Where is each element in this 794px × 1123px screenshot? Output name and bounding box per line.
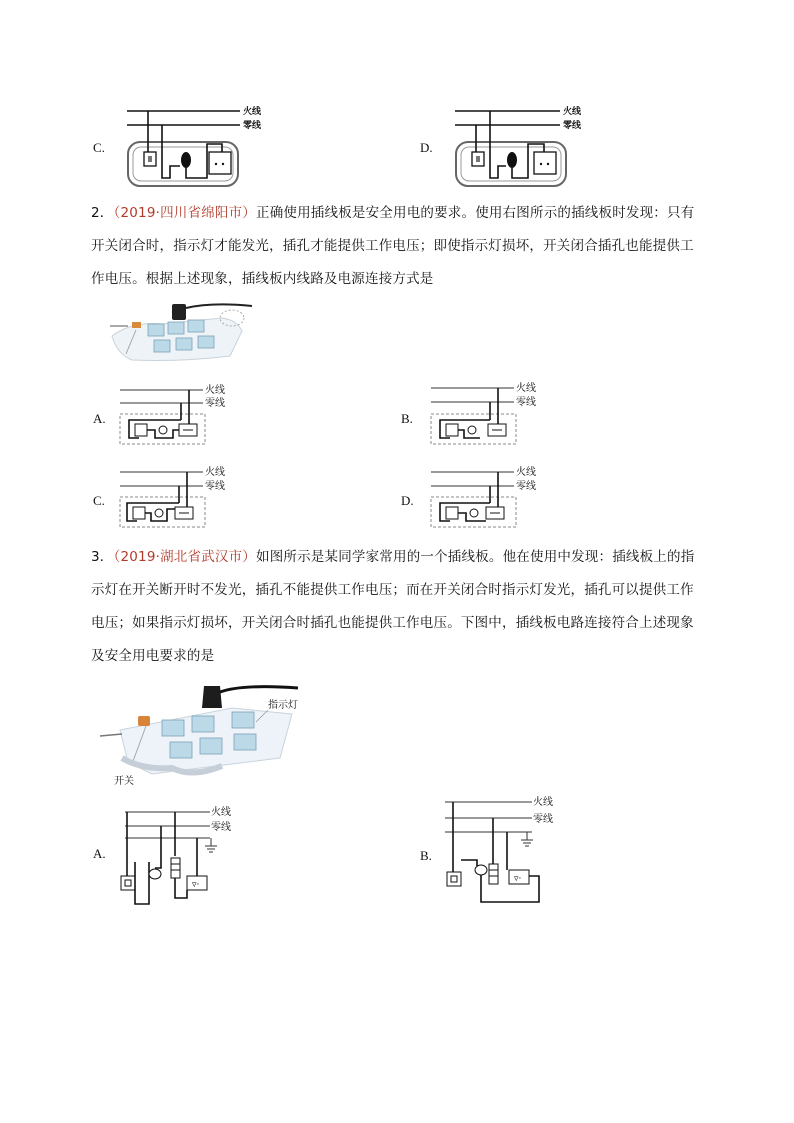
- live-wire-label: 火线: [243, 107, 262, 117]
- q3-option-b-letter[interactable]: B.: [420, 848, 432, 863]
- indicator-light-label: 指示灯: [268, 700, 298, 711]
- live-wire-label: 火线: [533, 797, 553, 808]
- svg-text:▿·: ▿·: [514, 874, 522, 884]
- live-wire-label: 火线: [516, 383, 536, 394]
- q2-option-b-diagram: [426, 380, 556, 450]
- switch-label: 开关: [114, 776, 134, 787]
- question-3: [91, 541, 703, 673]
- q3-option-a-diagram: [115, 800, 255, 915]
- q3-power-strip-photo: [92, 678, 312, 788]
- q2-option-a-diagram: [115, 380, 245, 450]
- q2-option-d-letter[interactable]: D.: [401, 493, 414, 508]
- neutral-wire-label: 零线: [243, 121, 262, 131]
- q2-option-a-letter[interactable]: A.: [93, 411, 106, 426]
- neutral-wire-label: 零线: [533, 814, 553, 825]
- q2-power-strip-photo: [102, 296, 252, 366]
- live-wire-label: 火线: [205, 385, 225, 396]
- neutral-wire-label: 零线: [563, 121, 582, 131]
- question-3-text: 如图所示是某同学家常用的一个插线板。他在使用中发现：插线板上的指示灯在开关断开时不发光，插孔不能提供工作电压；而在开关闭合时指示灯发光，插孔可以提供工作电压；如果指示灯损坏，开关闭合时插孔也能提供工作电压。下图中，插线板电路连接符合上述现象及安全用电要求的是: [91, 549, 695, 664]
- question-3-number: 3．: [91, 549, 114, 565]
- question-3-source[interactable]: （2019·湖北省武汉市）: [113, 549, 256, 565]
- question-2-number: 2．: [91, 205, 114, 221]
- neutral-wire-label: 零线: [516, 481, 536, 492]
- neutral-wire-label: 零线: [205, 481, 225, 492]
- question-2-source[interactable]: （2019·四川省绵阳市）: [113, 205, 256, 221]
- live-wire-label: 火线: [205, 467, 225, 478]
- live-wire-label: 火线: [563, 107, 582, 117]
- neutral-wire-label: 零线: [211, 822, 231, 833]
- q2-option-d-diagram: [426, 463, 556, 533]
- live-wire-label: 火线: [516, 467, 536, 478]
- q2-option-b-letter[interactable]: B.: [401, 411, 413, 426]
- q1-option-c-diagram: [122, 100, 282, 190]
- question-2-text: 正确使用插线板是安全用电的要求。使用右图所示的插线板时发现：只有开关闭合时，指示灯才能发光，插孔才能提供工作电压；即使指示灯损坏，开关闭合插孔也能提供工作电压。根据上述现象，插线板内线路及电源连接方式是: [91, 205, 695, 287]
- q1-option-c-letter[interactable]: C.: [93, 140, 105, 155]
- neutral-wire-label: 零线: [516, 397, 536, 408]
- q1-option-d-diagram: [450, 100, 610, 190]
- q1-option-d-letter[interactable]: D.: [420, 140, 433, 155]
- q2-option-c-diagram: [115, 463, 245, 533]
- svg-text:▿·: ▿·: [192, 880, 200, 890]
- q2-option-c-letter[interactable]: C.: [93, 493, 105, 508]
- q3-option-a-letter[interactable]: A.: [93, 846, 106, 861]
- question-2: [91, 197, 703, 296]
- neutral-wire-label: 零线: [205, 398, 225, 409]
- live-wire-label: 火线: [211, 807, 231, 818]
- q3-option-b-diagram: [437, 790, 577, 910]
